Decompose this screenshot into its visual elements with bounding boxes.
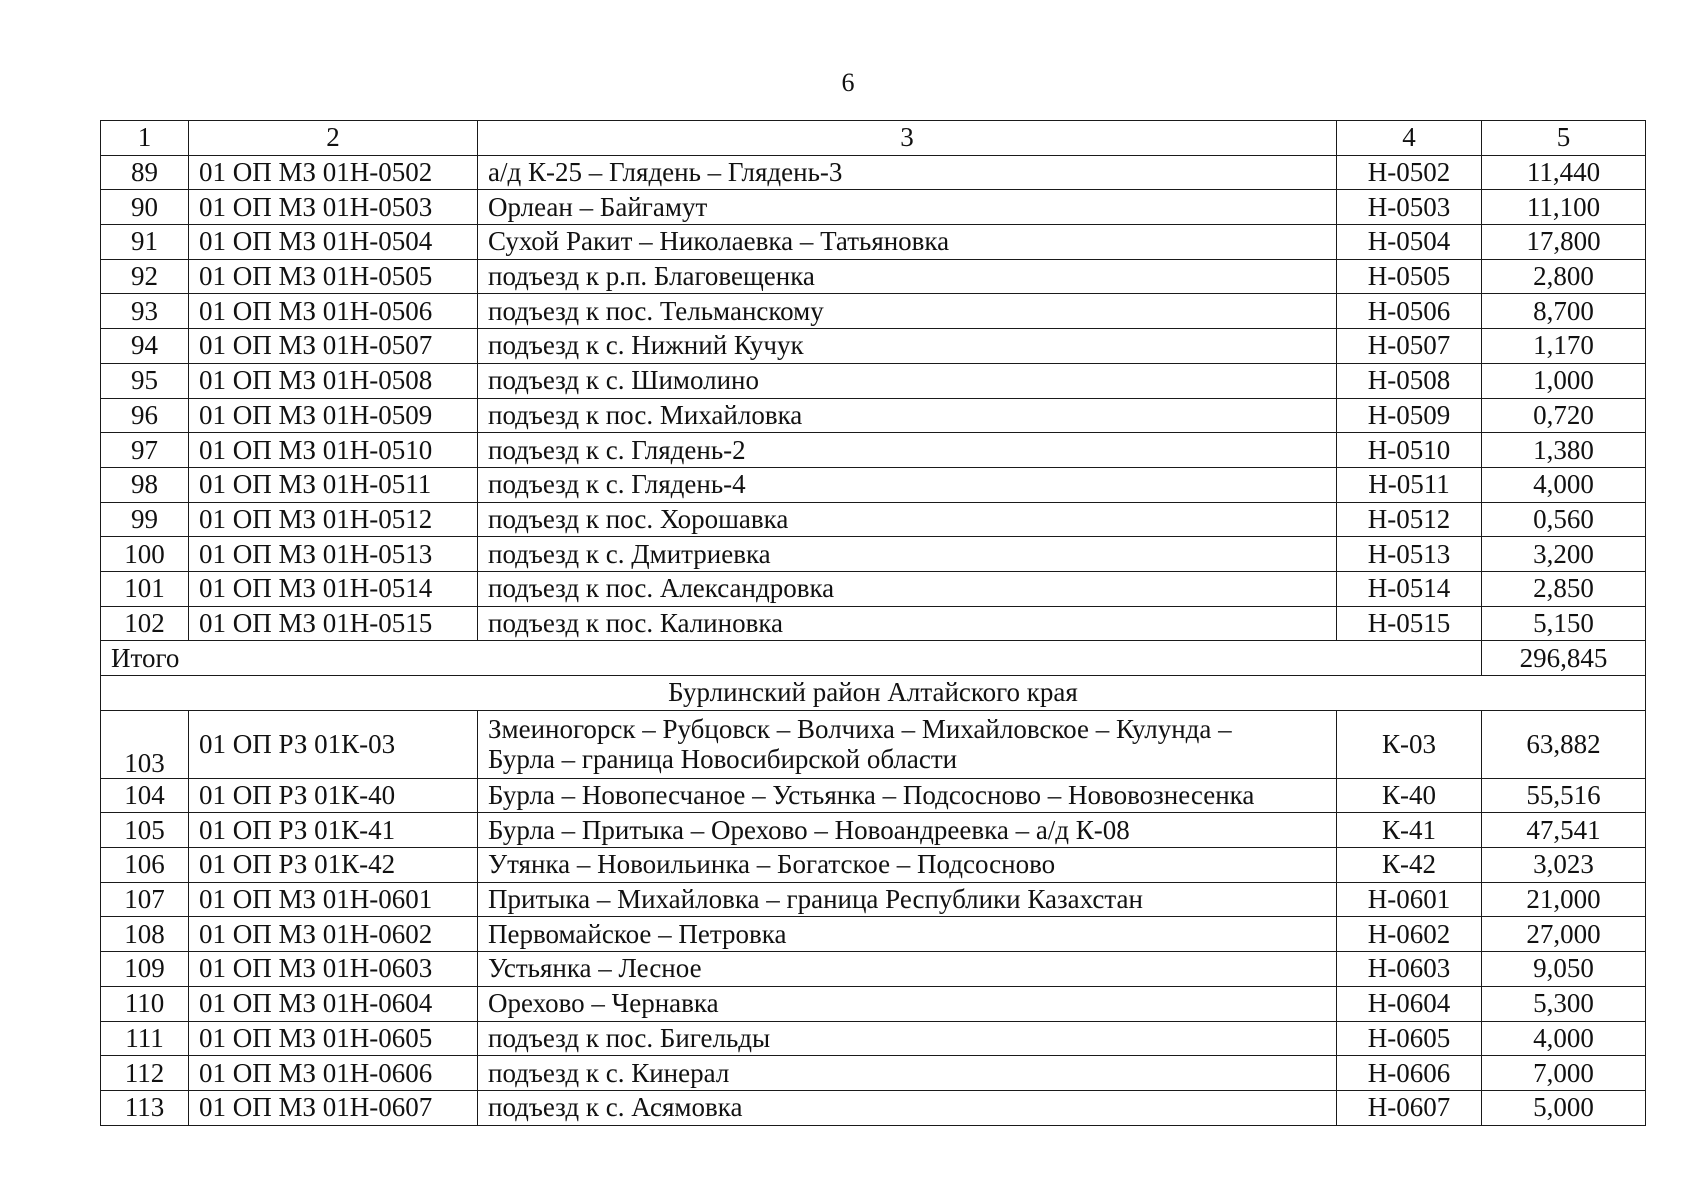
road-name-cell: Устьянка – Лесное [478,952,1337,987]
row-number-cell: 112 [101,1056,189,1091]
row-number-cell: 93 [101,294,189,329]
table-row [101,778,1646,813]
row-number-cell: 102 [101,606,189,641]
road-length-cell: 0,720 [1482,398,1646,433]
road-length-cell: 47,541 [1482,813,1646,848]
table-row [101,259,1646,294]
road-id-cell: Н-0507 [1337,329,1482,364]
road-code-cell: 01 ОП МЗ 01Н-0511 [189,467,478,502]
road-code-cell: 01 ОП МЗ 01Н-0510 [189,433,478,468]
road-length-cell: 5,300 [1482,986,1646,1021]
road-id-cell: К-41 [1337,813,1482,848]
road-name-cell: Сухой Ракит – Николаевка – Татьяновка [478,225,1337,260]
road-id-cell: К-03 [1337,710,1482,778]
table-row [101,537,1646,572]
road-length-cell: 27,000 [1482,917,1646,952]
road-name-cell: Притыка – Михайловка – граница Республики Казахстан [478,882,1337,917]
table-row [101,225,1646,260]
road-length-cell: 1,170 [1482,329,1646,364]
row-number-cell: 100 [101,537,189,572]
table-header-row [101,121,1646,156]
row-number-cell: 98 [101,467,189,502]
table-row [101,571,1646,606]
table-row [101,1090,1646,1125]
road-length-cell: 0,560 [1482,502,1646,537]
road-code-cell: 01 ОП МЗ 01Н-0606 [189,1056,478,1091]
road-code-cell: 01 ОП МЗ 01Н-0503 [189,190,478,225]
table-row [101,917,1646,952]
table-row [101,848,1646,883]
road-length-cell: 1,380 [1482,433,1646,468]
row-number-cell: 89 [101,155,189,190]
road-code-cell: 01 ОП МЗ 01Н-0604 [189,986,478,1021]
road-name-cell: подъезд к р.п. Благовещенка [478,259,1337,294]
road-length-cell: 7,000 [1482,1056,1646,1091]
road-id-cell: Н-0604 [1337,986,1482,1021]
road-id-cell: Н-0515 [1337,606,1482,641]
road-length-cell: 3,200 [1482,537,1646,572]
total-label: Итого [101,641,1482,676]
row-number-cell: 92 [101,259,189,294]
section-row [101,676,1646,711]
header-cell: 3 [478,121,1337,156]
road-id-cell: Н-0511 [1337,467,1482,502]
road-length-cell: 2,850 [1482,571,1646,606]
road-id-cell: Н-0514 [1337,571,1482,606]
row-number-cell: 99 [101,502,189,537]
row-number-cell: 109 [101,952,189,987]
table-row [101,155,1646,190]
road-name-cell: подъезд к с. Нижний Кучук [478,329,1337,364]
road-length-cell: 5,150 [1482,606,1646,641]
road-length-cell: 1,000 [1482,363,1646,398]
table-row [101,882,1646,917]
road-name-line: Бурла – граница Новосибирской области [488,744,958,775]
road-name-cell: Бурла – Новопесчаное – Устьянка – Подсосново – Нововознесенка [478,778,1337,813]
road-name-cell: Первомайское – Петровка [478,917,1337,952]
road-id-cell: Н-0510 [1337,433,1482,468]
row-number-cell: 111 [101,1021,189,1056]
row-number-cell: 95 [101,363,189,398]
total-row [101,641,1646,676]
header-cell: 4 [1337,121,1482,156]
road-id-cell: Н-0504 [1337,225,1482,260]
road-code-cell: 01 ОП МЗ 01Н-0513 [189,537,478,572]
road-name-cell: подъезд к пос. Александровка [478,571,1337,606]
table-row [101,433,1646,468]
road-name-cell: подъезд к с. Кинерал [478,1056,1337,1091]
road-name-cell [478,710,1337,778]
row-number-cell: 94 [101,329,189,364]
road-length-cell: 4,000 [1482,1021,1646,1056]
table-row [101,363,1646,398]
table-row [101,606,1646,641]
row-number-cell: 97 [101,433,189,468]
total-value: 296,845 [1482,641,1646,676]
road-code-cell: 01 ОП МЗ 01Н-0515 [189,606,478,641]
road-code-cell: 01 ОП МЗ 01Н-0504 [189,225,478,260]
road-id-cell: Н-0506 [1337,294,1482,329]
table-row [101,986,1646,1021]
road-length-cell: 11,100 [1482,190,1646,225]
page-number: 6 [841,68,855,97]
road-id-cell: Н-0513 [1337,537,1482,572]
road-code-cell: 01 ОП МЗ 01Н-0605 [189,1021,478,1056]
row-number-cell: 103 [101,710,189,778]
road-name-cell: Орлеан – Байгамут [478,190,1337,225]
road-id-cell: Н-0508 [1337,363,1482,398]
header-cell: 1 [101,121,189,156]
road-id-cell: Н-0509 [1337,398,1482,433]
road-id-cell: К-40 [1337,778,1482,813]
road-name-cell: подъезд к пос. Бигельды [478,1021,1337,1056]
road-code-cell: 01 ОП РЗ 01К-40 [189,778,478,813]
road-length-cell: 8,700 [1482,294,1646,329]
road-code-cell: 01 ОП МЗ 01Н-0507 [189,329,478,364]
row-number-cell: 108 [101,917,189,952]
road-name-cell: подъезд к пос. Калиновка [478,606,1337,641]
road-name-line: Змеиногорск – Рубцовск – Волчиха – Михайловское – Кулунда – [488,713,1232,744]
table-row [101,952,1646,987]
road-id-cell: Н-0605 [1337,1021,1482,1056]
road-code-cell: 01 ОП МЗ 01Н-0508 [189,363,478,398]
road-id-cell: Н-0503 [1337,190,1482,225]
road-name-cell: а/д К-25 – Глядень – Глядень-3 [478,155,1337,190]
road-name-cell: подъезд к с. Глядень-4 [478,467,1337,502]
road-code-cell: 01 ОП МЗ 01Н-0505 [189,259,478,294]
road-id-cell: Н-0606 [1337,1056,1482,1091]
road-name-cell: подъезд к пос. Хорошавка [478,502,1337,537]
header-cell: 2 [189,121,478,156]
row-number-cell: 91 [101,225,189,260]
road-name-cell: Бурла – Притыка – Орехово – Новоандреевка – а/д К-08 [478,813,1337,848]
row-number-cell: 105 [101,813,189,848]
row-number-cell: 90 [101,190,189,225]
road-code-cell: 01 ОП МЗ 01Н-0509 [189,398,478,433]
row-number-cell: 101 [101,571,189,606]
road-id-cell: Н-0512 [1337,502,1482,537]
road-id-cell: Н-0607 [1337,1090,1482,1125]
road-length-cell: 9,050 [1482,952,1646,987]
road-length-cell: 2,800 [1482,259,1646,294]
road-code-cell: 01 ОП МЗ 01Н-0603 [189,952,478,987]
road-id-cell: Н-0601 [1337,882,1482,917]
road-name-cell: подъезд к пос. Михайловка [478,398,1337,433]
row-number-cell: 104 [101,778,189,813]
road-length-cell: 21,000 [1482,882,1646,917]
road-code-cell: 01 ОП МЗ 01Н-0514 [189,571,478,606]
road-length-cell: 3,023 [1482,848,1646,883]
road-code-cell: 01 ОП МЗ 01Н-0607 [189,1090,478,1125]
row-number-cell: 110 [101,986,189,1021]
table-row [101,502,1646,537]
road-id-cell: Н-0502 [1337,155,1482,190]
road-length-cell: 4,000 [1482,467,1646,502]
road-length-cell: 11,440 [1482,155,1646,190]
road-id-cell: К-42 [1337,848,1482,883]
road-id-cell: Н-0602 [1337,917,1482,952]
table-row [101,294,1646,329]
road-name-cell: подъезд к с. Дмитриевка [478,537,1337,572]
road-id-cell: Н-0505 [1337,259,1482,294]
road-name-cell: Орехово – Чернавка [478,986,1337,1021]
road-length-cell: 63,882 [1482,710,1646,778]
road-code-cell: 01 ОП МЗ 01Н-0602 [189,917,478,952]
table-row [101,398,1646,433]
road-name-cell: подъезд к пос. Тельманскому [478,294,1337,329]
road-code-cell: 01 ОП РЗ 01К-41 [189,813,478,848]
road-code-cell: 01 ОП РЗ 01К-03 [189,710,478,778]
road-code-cell: 01 ОП РЗ 01К-42 [189,848,478,883]
road-code-cell: 01 ОП МЗ 01Н-0512 [189,502,478,537]
table-row [101,813,1646,848]
road-name-cell: подъезд к с. Глядень-2 [478,433,1337,468]
road-name-cell: Утянка – Новоильинка – Богатское – Подсосново [478,848,1337,883]
row-number-cell: 107 [101,882,189,917]
road-code-cell: 01 ОП МЗ 01Н-0601 [189,882,478,917]
row-number-cell: 106 [101,848,189,883]
roads-table [100,120,1646,1126]
table-row [101,329,1646,364]
road-length-cell: 17,800 [1482,225,1646,260]
table-row [101,710,1646,778]
row-number-cell: 113 [101,1090,189,1125]
row-number-cell: 96 [101,398,189,433]
road-code-cell: 01 ОП МЗ 01Н-0502 [189,155,478,190]
header-cell: 5 [1482,121,1646,156]
section-title: Бурлинский район Алтайского края [101,676,1646,711]
road-name-cell: подъезд к с. Шимолино [478,363,1337,398]
road-id-cell: Н-0603 [1337,952,1482,987]
road-length-cell: 55,516 [1482,778,1646,813]
table-row [101,1021,1646,1056]
road-name-cell: подъезд к с. Асямовка [478,1090,1337,1125]
road-length-cell: 5,000 [1482,1090,1646,1125]
table-row [101,467,1646,502]
table-row [101,1056,1646,1091]
table-row [101,190,1646,225]
road-code-cell: 01 ОП МЗ 01Н-0506 [189,294,478,329]
